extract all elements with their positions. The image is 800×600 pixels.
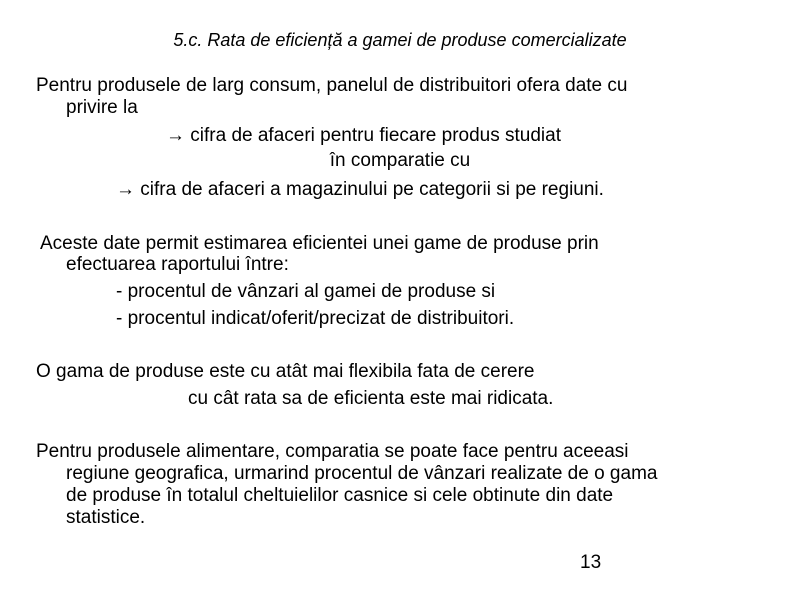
p1-arrow-item-2: → cifra de afaceri a magazinului pe categorii si pe regiuni.	[116, 179, 604, 200]
p2-list-item-2: - procentul indicat/oferit/precizat de distribuitori.	[116, 308, 515, 329]
p1-middle-line: în comparatie cu	[329, 150, 471, 171]
p2-list-item-1: - procentul de vânzari al gamei de produse si	[116, 281, 496, 302]
p2-line1: Aceste date permit estimarea eficientei unei game de produse prin	[40, 233, 599, 254]
slide-title: 5.c. Rata de eficiență a gamei de produse comercializate	[173, 30, 627, 50]
page-number: 13	[580, 552, 602, 573]
p3-line2: cu cât rata sa de eficienta este mai ridicata.	[188, 388, 554, 409]
p2-line2: efectuarea raportului între:	[66, 254, 289, 275]
p1-line1: Pentru produsele de larg consum, panelul de distribuitori ofera date cu	[36, 75, 628, 96]
p3-line1: O gama de produse este cu atât mai flexibila fata de cerere	[36, 361, 535, 382]
p4-line4: statistice.	[66, 507, 146, 528]
p1-arrow-item-1: → cifra de afaceri pentru fiecare produs studiat	[166, 125, 561, 146]
p4-line1: Pentru produsele alimentare, comparatia se poate face pentru aceeasi	[36, 441, 629, 462]
p1-line2: privire la	[66, 97, 138, 118]
p4-line3: de produse în totalul cheltuielilor casnice si cele obtinute din date	[66, 485, 614, 506]
p4-line2: regiune geografica, urmarind procentul de vânzari realizate de o gama	[66, 463, 658, 484]
